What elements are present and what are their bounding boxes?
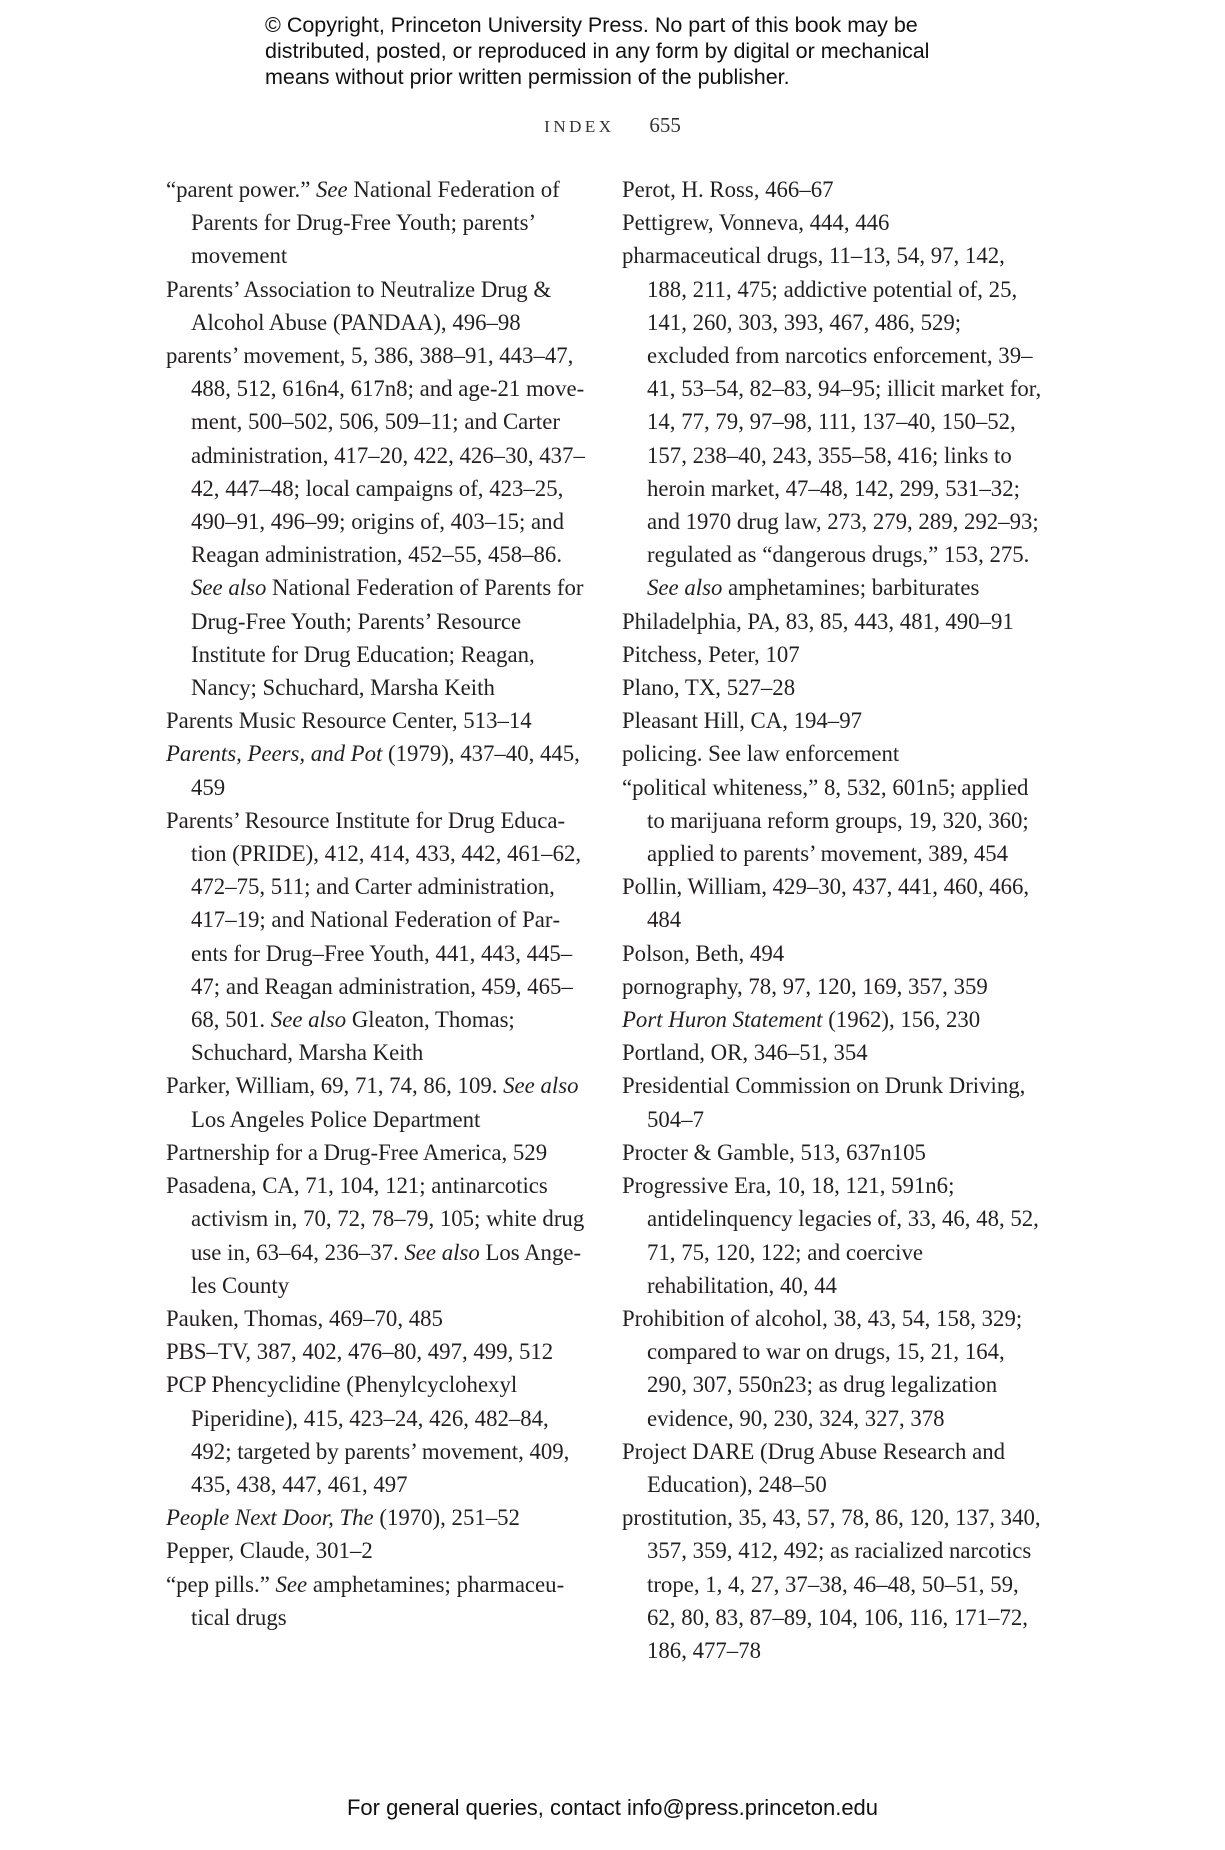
italic-text: Parents, Peers, and Pot <box>166 741 383 767</box>
index-entry <box>166 1169 586 1302</box>
index-entry <box>622 737 1042 770</box>
index-entry <box>622 1069 1042 1135</box>
index-entry <box>622 771 1042 871</box>
entry-text: Los Angeles County <box>191 1239 582 1298</box>
index-entry <box>166 1534 586 1567</box>
index-entry <box>622 1435 1042 1501</box>
entry-text: “pep pills.” <box>166 1571 276 1597</box>
italic-text: See also <box>191 575 267 601</box>
italic-text: See <box>275 1571 308 1597</box>
entry-text: Portland, OR, 346–51, 354 <box>622 1040 868 1066</box>
entry-text: Pasadena, CA, 71, 104, 121; antinarcotics activism in, 70, 72, 78–79, 105; white drug use in, 63–64, 236–37. <box>166 1173 585 1265</box>
entry-text: Pollin, William, 429–30, 437, 441, 460, 466, 484 <box>622 874 1030 933</box>
index-entry <box>622 173 1042 206</box>
index-entry <box>622 638 1042 671</box>
entry-text: Partnership for a Drug-Free America, 529 <box>166 1139 548 1165</box>
copyright-line: © Copyright, Princeton University Press. No part of this book may be <box>265 13 918 37</box>
entry-text: (1962), 156, 230 <box>822 1007 981 1033</box>
entry-text: policing. See law enforcement <box>622 741 900 767</box>
index-entry <box>622 1136 1042 1169</box>
index-entry <box>622 206 1042 239</box>
copyright-notice <box>265 12 1025 90</box>
entry-text: “parent power.” <box>166 177 317 202</box>
index-entry <box>166 804 586 1070</box>
entry-text: Progressive Era, 10, 18, 121, 591n6; antidelinquency legacies of, 33, 46, 48, 52, 71, 75, 120, 122; and coercive rehabilitation, 40, 44 <box>622 1173 1039 1298</box>
entry-text: Prohibition of alcohol, 38, 43, 54, 158, 329; compared to war on drugs, 15, 21, 164, 290, 307, 550n23; as drug legalization evidence, 90, 230, 324, 327, 378 <box>622 1305 1023 1431</box>
index-entry <box>166 1302 586 1335</box>
index-entry <box>622 671 1042 704</box>
index-entry <box>622 704 1042 737</box>
index-entry <box>622 1003 1042 1036</box>
entry-text: Plano, TX, 527–28 <box>622 675 796 701</box>
entry-text: amphetamines; pharmaceutical drugs <box>191 1571 565 1630</box>
index-entry <box>622 870 1042 936</box>
index-column-right <box>622 173 1042 1667</box>
index-entry <box>166 704 586 737</box>
index-entry <box>166 1368 586 1501</box>
entry-text: Parker, William, 69, 71, 74, 86, 109. <box>166 1073 504 1099</box>
italic-text: See <box>316 177 348 202</box>
copyright-line: means without prior written permission of the publisher. <box>265 65 790 89</box>
index-entry <box>622 1501 1042 1667</box>
entry-text: Pleasant Hill, CA, 194–97 <box>622 708 862 734</box>
index-entry <box>622 1302 1042 1435</box>
entry-text: pharmaceutical drugs, 11–13, 54, 97, 142, 188, 211, 475; addictive potential of, 25, 141, 260, 303, 393, 467, 486, 529; excluded from narcotics enforcement, 39–41, 53–54, 82–83, 94–95; illicit market for, 14, 77, 79, 97–98, 111, 137–40, 150–52, 157, 238–40, 243, 355–58, 416; links to heroin market, 47–48, 142, 299, 531–32; and 1970 drug law, 273, 279, 289, 292–93; regulated as “dangerous drugs,” 153, 275. <box>622 243 1042 568</box>
index-entry <box>622 239 1042 604</box>
entry-text: Los Angeles Police Department <box>191 1106 481 1132</box>
index-column-left <box>166 173 586 1634</box>
italic-text: People Next Door, The <box>166 1505 374 1531</box>
entry-text: Parents Music Resource Center, 513–14 <box>166 708 532 734</box>
entry-text: Pepper, Claude, 301–2 <box>166 1538 373 1564</box>
entry-text: National Federation of Parents for Drug-Free Youth; Parents’ Resource Institute for Drug Education; Reagan, Nancy; Schuchard, Marsha Keith <box>191 575 584 701</box>
italic-text: See also <box>647 575 723 601</box>
index-entry <box>622 937 1042 970</box>
index-entry <box>166 173 586 273</box>
index-entry <box>622 970 1042 1003</box>
index-entry <box>166 1136 586 1169</box>
index-entry <box>166 1335 586 1368</box>
italic-text: See also <box>270 1007 347 1033</box>
entry-text: Project DARE (Drug Abuse Research and Education), 248–50 <box>622 1438 1006 1497</box>
entry-text: Procter & Gamble, 513, 637n105 <box>622 1139 926 1165</box>
page-number: 655 <box>649 113 681 137</box>
index-entry <box>166 737 586 803</box>
index-entry <box>622 1036 1042 1069</box>
entry-text: Parents’ Resource Institute for Drug Education (PRIDE), 412, 414, 433, 442, 461–62, 472–75, 511; and Carter administration, 417–19; and National Federation of Parents for Drug–Free Youth, 441, 443, 445–47; and Reagan administration, 459, 465–68, 501. <box>166 807 582 1033</box>
italic-text: See also <box>503 1073 579 1099</box>
entry-text: Pauken, Thomas, 469–70, 485 <box>166 1305 443 1331</box>
entry-text: (1970), 251–52 <box>373 1505 520 1531</box>
entry-text: pornography, 78, 97, 120, 169, 357, 359 <box>622 973 988 999</box>
entry-text: Perot, H. Ross, 466–67 <box>622 177 834 202</box>
entry-text: “political whiteness,” 8, 532, 601n5; applied to marijuana reform groups, 19, 320, 360; applied to parents’ movement, 389, 454 <box>622 774 1029 867</box>
entry-text: Gleaton, Thomas; Schuchard, Marsha Keith <box>191 1007 515 1066</box>
italic-text: Port Huron Statement <box>622 1007 823 1033</box>
copyright-line: distributed, posted, or reproduced in any form by digital or mechanical <box>265 39 930 63</box>
index-entry <box>622 605 1042 638</box>
entry-text: Polson, Beth, 494 <box>622 940 785 966</box>
index-entry <box>166 1568 586 1634</box>
entry-text: National Federation of Parents for Drug-Free Youth; parents’ movement <box>191 177 560 269</box>
index-entry <box>166 339 586 704</box>
entry-text: amphetamines; barbiturates <box>722 575 980 601</box>
entry-text: PCP Phencyclidine (Phenylcyclohexyl Piperidine), 415, 423–24, 426, 482–84, 492; targeted by parents’ movement, 409, 435, 438, 447, 461, 497 <box>166 1372 570 1497</box>
entry-text: Parents’ Association to Neutralize Drug & Alcohol Abuse (PANDAA), 496–98 <box>166 276 552 335</box>
entry-text: Presidential Commission on Drunk Driving, 504–7 <box>622 1073 1026 1132</box>
index-entry <box>622 1169 1042 1302</box>
entry-text: prostitution, 35, 43, 57, 78, 86, 120, 137, 340, 357, 359, 412, 492; as racialized narcotics trope, 1, 4, 27, 37–38, 46–48, 50–51, 59, 62, 80, 83, 87–89, 104, 106, 116, 171–72, 186, 477–78 <box>622 1505 1041 1663</box>
section-label: INDEX <box>544 117 615 136</box>
entry-text: (1979), 437–40, 445, 459 <box>191 741 580 800</box>
entry-text: Philadelphia, PA, 83, 85, 443, 481, 490–91 <box>622 608 1014 634</box>
italic-text: See also <box>404 1239 480 1265</box>
running-head <box>0 113 1225 138</box>
footer-contact: For general queries, contact info@press.princeton.edu <box>346 1795 879 1820</box>
index-entry <box>166 273 586 339</box>
entry-text: Pettigrew, Vonneva, 444, 446 <box>622 210 890 236</box>
entry-text: parents’ movement, 5, 386, 388–91, 443–47, 488, 512, 616n4, 617n8; and age-21 movement, 500–502, 506, 509–11; and Carter administration, 417–20, 422, 426–30, 437–42, 447–48; local campaigns of, 423–25, 490–91, 496–99; origins of, 403–15; and Reagan administration, 452–55, 458–86. <box>166 343 585 568</box>
index-entry <box>166 1501 586 1534</box>
index-entry <box>166 1069 586 1135</box>
entry-text: Pitchess, Peter, 107 <box>622 641 800 667</box>
entry-text: PBS–TV, 387, 402, 476–80, 497, 499, 512 <box>166 1339 554 1365</box>
